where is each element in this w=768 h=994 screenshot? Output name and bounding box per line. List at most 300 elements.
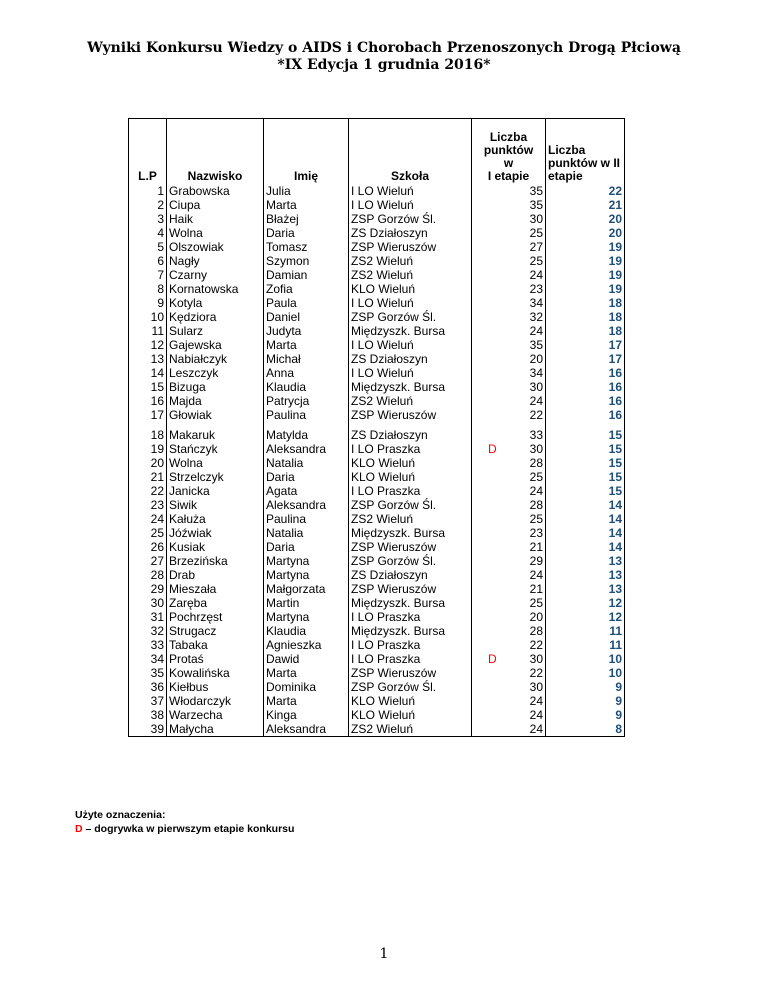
table-row	[129, 240, 625, 254]
cell-lp: 34	[129, 652, 167, 666]
tiebreak-mark	[474, 269, 488, 282]
cell-szkola: ZSP Wieruszów	[349, 240, 472, 254]
cell-imie: Szymon	[264, 254, 349, 268]
cell-nazwisko: Nagły	[167, 254, 264, 268]
points-stage1-value: 24	[529, 268, 543, 282]
cell-points-stage2: 9	[546, 708, 625, 722]
tiebreak-mark	[474, 709, 488, 722]
legend-mark: D	[75, 823, 83, 835]
points-stage1-value: 34	[529, 366, 543, 380]
cell-points-stage2: 10	[546, 666, 625, 680]
cell-nazwisko: Kornatowska	[167, 282, 264, 296]
cell-nazwisko: Warzecha	[167, 708, 264, 722]
cell-szkola: ZS Działoszyn	[349, 428, 472, 442]
tiebreak-mark	[474, 667, 488, 680]
cell-szkola: KLO Wieluń	[349, 282, 472, 296]
points-stage1-value: 24	[529, 694, 543, 708]
cell-points-stage2: 11	[546, 624, 625, 638]
points-stage1-wrap	[474, 541, 543, 554]
cell-szkola: ZS2 Wieluń	[349, 394, 472, 408]
points-stage1-value: 24	[529, 484, 543, 498]
cell-lp: 3	[129, 212, 167, 226]
cell-points-stage1	[472, 512, 546, 526]
cell-points-stage2: 15	[546, 456, 625, 470]
cell-nazwisko: Leszczyk	[167, 366, 264, 380]
cell-lp: 7	[129, 268, 167, 282]
table-row	[129, 408, 625, 422]
cell-nazwisko: Strugacz	[167, 624, 264, 638]
table-row	[129, 526, 625, 540]
cell-lp: 38	[129, 708, 167, 722]
cell-lp: 9	[129, 296, 167, 310]
points-stage1-value: 30	[529, 652, 543, 666]
cell-szkola: ZSP Wieruszów	[349, 666, 472, 680]
tiebreak-mark	[474, 367, 488, 380]
cell-points-stage2: 15	[546, 484, 625, 498]
points-stage1-value: 24	[529, 722, 543, 736]
cell-imie: Natalia	[264, 526, 349, 540]
points-stage1-wrap	[474, 709, 543, 722]
points-stage1-value: 25	[529, 512, 543, 526]
table-row	[129, 226, 625, 240]
cell-points-stage1	[472, 268, 546, 282]
points-stage1-wrap	[474, 457, 543, 470]
cell-points-stage1	[472, 526, 546, 540]
table-row	[129, 638, 625, 652]
tiebreak-mark	[474, 639, 488, 652]
tiebreak-mark	[474, 227, 488, 240]
tiebreak-mark	[474, 499, 488, 512]
points-stage1-value: 25	[529, 226, 543, 240]
cell-lp: 12	[129, 338, 167, 352]
cell-lp: 21	[129, 470, 167, 484]
cell-points-stage2: 19	[546, 268, 625, 282]
cell-imie: Dawid	[264, 652, 349, 666]
cell-points-stage1	[472, 596, 546, 610]
points-stage1-wrap	[474, 653, 543, 666]
cell-szkola: ZS2 Wieluń	[349, 254, 472, 268]
points-stage1-value: 21	[529, 540, 543, 554]
cell-lp: 14	[129, 366, 167, 380]
cell-szkola: KLO Wieluń	[349, 470, 472, 484]
points-stage1-value: 25	[529, 254, 543, 268]
cell-nazwisko: Kędziora	[167, 310, 264, 324]
points-stage1-wrap	[474, 269, 543, 282]
cell-lp: 24	[129, 512, 167, 526]
cell-imie: Paulina	[264, 408, 349, 422]
cell-nazwisko: Zaręba	[167, 596, 264, 610]
tiebreak-mark	[474, 353, 488, 366]
cell-lp: 25	[129, 526, 167, 540]
table-row	[129, 596, 625, 610]
cell-points-stage1	[472, 394, 546, 408]
cell-points-stage1	[472, 624, 546, 638]
cell-points-stage1	[472, 680, 546, 694]
cell-points-stage1	[472, 184, 546, 198]
cell-points-stage2: 18	[546, 296, 625, 310]
table-row	[129, 442, 625, 456]
cell-szkola: ZS2 Wieluń	[349, 722, 472, 737]
points-stage1-wrap	[474, 311, 543, 324]
cell-points-stage1	[472, 198, 546, 212]
tiebreak-mark	[474, 485, 488, 498]
table-row	[129, 394, 625, 408]
cell-lp: 8	[129, 282, 167, 296]
cell-points-stage1	[472, 568, 546, 582]
header-szkola: Szkoła	[349, 119, 472, 185]
cell-points-stage2: 16	[546, 380, 625, 394]
cell-points-stage2: 19	[546, 240, 625, 254]
cell-lp: 20	[129, 456, 167, 470]
cell-szkola: I LO Praszka	[349, 638, 472, 652]
legend	[75, 808, 294, 836]
cell-szkola: ZS Działoszyn	[349, 352, 472, 366]
cell-nazwisko: Siwik	[167, 498, 264, 512]
points-stage1-wrap	[474, 367, 543, 380]
cell-nazwisko: Małycha	[167, 722, 264, 737]
table-row	[129, 582, 625, 596]
cell-points-stage1	[472, 498, 546, 512]
cell-imie: Marta	[264, 198, 349, 212]
cell-points-stage1	[472, 352, 546, 366]
cell-szkola: KLO Wieluń	[349, 694, 472, 708]
points-stage1-value: 20	[529, 610, 543, 624]
cell-points-stage2: 14	[546, 540, 625, 554]
cell-nazwisko: Makaruk	[167, 428, 264, 442]
tiebreak-mark	[474, 325, 488, 338]
tiebreak-mark	[474, 185, 488, 198]
points-stage1-wrap	[474, 569, 543, 582]
legend-title: Użyte oznaczenia:	[75, 809, 166, 821]
tiebreak-mark	[474, 199, 488, 212]
cell-nazwisko: Brzezińska	[167, 554, 264, 568]
cell-nazwisko: Ciupa	[167, 198, 264, 212]
cell-points-stage2: 17	[546, 352, 625, 366]
tiebreak-mark: D	[488, 652, 497, 666]
cell-points-stage2: 13	[546, 582, 625, 596]
cell-points-stage2: 16	[546, 366, 625, 380]
cell-nazwisko: Mieszała	[167, 582, 264, 596]
cell-szkola: ZSP Gorzów Śl.	[349, 554, 472, 568]
cell-points-stage1	[472, 456, 546, 470]
document-title: Wyniki Konkursu Wiedzy o AIDS i Chorobach Przenoszonych Drogą Płciową	[87, 40, 681, 56]
cell-szkola: I LO Wieluń	[349, 184, 472, 198]
cell-szkola: ZSP Wieruszów	[349, 540, 472, 554]
cell-nazwisko: Janicka	[167, 484, 264, 498]
points-stage1-value: 24	[529, 708, 543, 722]
results-table	[128, 118, 625, 737]
cell-nazwisko: Jóźwiak	[167, 526, 264, 540]
tiebreak-mark	[474, 213, 488, 226]
tiebreak-mark	[474, 471, 488, 484]
table-row	[129, 554, 625, 568]
cell-nazwisko: Protaś	[167, 652, 264, 666]
cell-points-stage1	[472, 442, 546, 456]
cell-imie: Daria	[264, 226, 349, 240]
cell-lp: 32	[129, 624, 167, 638]
cell-nazwisko: Nabiałczyk	[167, 352, 264, 366]
tiebreak-mark	[474, 695, 488, 708]
cell-points-stage2: 9	[546, 680, 625, 694]
cell-points-stage1	[472, 610, 546, 624]
cell-lp: 28	[129, 568, 167, 582]
cell-imie: Marta	[264, 694, 349, 708]
cell-lp: 13	[129, 352, 167, 366]
header-points-stage1	[472, 119, 546, 185]
cell-lp: 26	[129, 540, 167, 554]
points-stage1-wrap	[474, 471, 543, 484]
cell-lp: 16	[129, 394, 167, 408]
cell-szkola: I LO Praszka	[349, 610, 472, 624]
cell-points-stage1	[472, 338, 546, 352]
table-row	[129, 282, 625, 296]
cell-imie: Zofia	[264, 282, 349, 296]
header-points-stage2-line: Liczba	[548, 143, 586, 157]
cell-points-stage1	[472, 324, 546, 338]
cell-nazwisko: Czarny	[167, 268, 264, 282]
points-stage1-value: 30	[529, 380, 543, 394]
points-stage1-wrap	[474, 695, 543, 708]
header-points-stage2-line: etapie	[548, 169, 583, 183]
points-stage1-wrap	[474, 681, 543, 694]
cell-points-stage2: 16	[546, 394, 625, 408]
cell-szkola: Międzyszk. Bursa	[349, 324, 472, 338]
cell-points-stage2: 19	[546, 254, 625, 268]
tiebreak-mark: D	[488, 442, 497, 456]
table-row	[129, 568, 625, 582]
tiebreak-mark	[474, 339, 488, 352]
table-row	[129, 366, 625, 380]
cell-lp: 15	[129, 380, 167, 394]
header-points-stage1-line: w	[503, 156, 514, 170]
points-stage1-wrap	[474, 283, 543, 296]
tiebreak-mark	[474, 409, 488, 422]
table-row	[129, 338, 625, 352]
cell-points-stage1	[472, 638, 546, 652]
table-header-row	[129, 119, 625, 185]
table-row	[129, 268, 625, 282]
cell-points-stage2: 18	[546, 324, 625, 338]
tiebreak-mark	[474, 583, 488, 596]
cell-points-stage1	[472, 708, 546, 722]
cell-szkola: I LO Praszka	[349, 442, 472, 456]
cell-lp: 5	[129, 240, 167, 254]
cell-points-stage1	[472, 226, 546, 240]
table-row	[129, 380, 625, 394]
cell-lp: 29	[129, 582, 167, 596]
legend-text: – dogrywka w pierwszym etapie konkursu	[82, 823, 295, 835]
cell-lp: 31	[129, 610, 167, 624]
cell-imie: Klaudia	[264, 380, 349, 394]
table-row	[129, 310, 625, 324]
cell-points-stage2: 14	[546, 512, 625, 526]
cell-points-stage2: 19	[546, 282, 625, 296]
cell-points-stage2: 14	[546, 498, 625, 512]
cell-points-stage1	[472, 694, 546, 708]
cell-szkola: I LO Wieluń	[349, 198, 472, 212]
cell-lp: 4	[129, 226, 167, 240]
cell-nazwisko: Pochrzęst	[167, 610, 264, 624]
points-stage1-value: 35	[529, 338, 543, 352]
cell-nazwisko: Głowiak	[167, 408, 264, 422]
points-stage1-value: 30	[529, 442, 543, 456]
cell-szkola: KLO Wieluń	[349, 708, 472, 722]
points-stage1-value: 24	[529, 568, 543, 582]
cell-lp: 2	[129, 198, 167, 212]
tiebreak-mark	[474, 311, 488, 324]
points-stage1-value: 33	[529, 428, 543, 442]
cell-imie: Małgorzata	[264, 582, 349, 596]
points-stage1-wrap	[474, 443, 543, 456]
cell-nazwisko: Grabowska	[167, 184, 264, 198]
cell-nazwisko: Włodarczyk	[167, 694, 264, 708]
points-stage1-value: 23	[529, 526, 543, 540]
cell-lp: 37	[129, 694, 167, 708]
cell-points-stage2: 11	[546, 638, 625, 652]
cell-szkola: ZSP Gorzów Śl.	[349, 498, 472, 512]
points-stage1-wrap	[474, 199, 543, 212]
cell-nazwisko: Drab	[167, 568, 264, 582]
table-row	[129, 708, 625, 722]
cell-lp: 39	[129, 722, 167, 737]
table-row	[129, 456, 625, 470]
cell-points-stage2: 10	[546, 652, 625, 666]
cell-szkola: ZSP Wieruszów	[349, 582, 472, 596]
cell-imie: Judyta	[264, 324, 349, 338]
cell-points-stage2: 18	[546, 310, 625, 324]
cell-imie: Aleksandra	[264, 442, 349, 456]
cell-imie: Damian	[264, 268, 349, 282]
table-row	[129, 680, 625, 694]
cell-szkola: I LO Wieluń	[349, 296, 472, 310]
points-stage1-wrap	[474, 213, 543, 226]
cell-nazwisko: Strzelczyk	[167, 470, 264, 484]
header-points-stage2-line: punktów w II	[548, 156, 620, 170]
table-row	[129, 352, 625, 366]
tiebreak-mark	[474, 297, 488, 310]
points-stage1-value: 21	[529, 582, 543, 596]
page-number: 1	[379, 946, 389, 962]
points-stage1-value: 30	[529, 680, 543, 694]
points-stage1-value: 20	[529, 352, 543, 366]
cell-lp: 1	[129, 184, 167, 198]
points-stage1-wrap	[474, 297, 543, 310]
cell-points-stage1	[472, 254, 546, 268]
cell-points-stage1	[472, 310, 546, 324]
cell-imie: Matylda	[264, 428, 349, 442]
cell-nazwisko: Kałuża	[167, 512, 264, 526]
points-stage1-value: 24	[529, 324, 543, 338]
cell-szkola: I LO Praszka	[349, 484, 472, 498]
points-stage1-wrap	[474, 241, 543, 254]
table-row	[129, 428, 625, 442]
cell-points-stage1	[472, 666, 546, 680]
cell-imie: Tomasz	[264, 240, 349, 254]
points-stage1-wrap	[474, 611, 543, 624]
cell-nazwisko: Gajewska	[167, 338, 264, 352]
cell-imie: Aleksandra	[264, 722, 349, 737]
cell-imie: Daniel	[264, 310, 349, 324]
cell-points-stage1	[472, 366, 546, 380]
points-stage1-value: 28	[529, 624, 543, 638]
tiebreak-mark	[474, 541, 488, 554]
cell-imie: Agnieszka	[264, 638, 349, 652]
cell-imie: Kinga	[264, 708, 349, 722]
cell-points-stage1	[472, 582, 546, 596]
table-row	[129, 212, 625, 226]
points-stage1-wrap	[474, 353, 543, 366]
tiebreak-mark	[474, 597, 488, 610]
cell-points-stage2: 12	[546, 610, 625, 624]
points-stage1-wrap	[474, 583, 543, 596]
table-row	[129, 254, 625, 268]
cell-points-stage2: 15	[546, 428, 625, 442]
tiebreak-mark	[474, 457, 488, 470]
cell-lp: 35	[129, 666, 167, 680]
cell-imie: Marta	[264, 666, 349, 680]
points-stage1-wrap	[474, 597, 543, 610]
tiebreak-mark	[474, 241, 488, 254]
legend-item	[75, 822, 294, 836]
cell-points-stage1	[472, 722, 546, 737]
points-stage1-wrap	[474, 485, 543, 498]
cell-imie: Natalia	[264, 456, 349, 470]
cell-imie: Daria	[264, 470, 349, 484]
cell-nazwisko: Kotyla	[167, 296, 264, 310]
table-row	[129, 610, 625, 624]
cell-nazwisko: Kiełbus	[167, 680, 264, 694]
cell-nazwisko: Haik	[167, 212, 264, 226]
cell-points-stage1	[472, 296, 546, 310]
tiebreak-mark	[474, 255, 488, 268]
cell-lp: 10	[129, 310, 167, 324]
cell-nazwisko: Wolna	[167, 456, 264, 470]
cell-points-stage1	[472, 540, 546, 554]
points-stage1-wrap	[474, 339, 543, 352]
tiebreak-mark	[474, 625, 488, 638]
table-row	[129, 484, 625, 498]
points-stage1-value: 22	[529, 666, 543, 680]
cell-imie: Martyna	[264, 554, 349, 568]
points-stage1-value: 35	[529, 198, 543, 212]
points-stage1-value: 30	[529, 212, 543, 226]
cell-imie: Martyna	[264, 610, 349, 624]
tiebreak-mark	[474, 283, 488, 296]
points-stage1-wrap	[474, 513, 543, 526]
header-points-stage1-line: Liczba	[489, 130, 528, 144]
table-row	[129, 624, 625, 638]
table-row	[129, 470, 625, 484]
cell-lp: 17	[129, 408, 167, 422]
header-nazwisko: Nazwisko	[167, 119, 264, 185]
cell-points-stage2: 22	[546, 184, 625, 198]
cell-szkola: I LO Wieluń	[349, 366, 472, 380]
points-stage1-wrap	[474, 325, 543, 338]
document-subtitle: *IX Edycja 1 grudnia 2016*	[277, 57, 491, 73]
points-stage1-wrap	[474, 527, 543, 540]
cell-nazwisko: Olszowiak	[167, 240, 264, 254]
cell-szkola: Międzyszk. Bursa	[349, 624, 472, 638]
cell-points-stage2: 12	[546, 596, 625, 610]
points-stage1-value: 27	[529, 240, 543, 254]
cell-nazwisko: Kowalińska	[167, 666, 264, 680]
cell-szkola: Międzyszk. Bursa	[349, 380, 472, 394]
cell-points-stage1	[472, 282, 546, 296]
tiebreak-mark	[474, 723, 488, 736]
points-stage1-wrap	[474, 409, 543, 422]
points-stage1-wrap	[474, 625, 543, 638]
cell-points-stage1	[472, 380, 546, 394]
